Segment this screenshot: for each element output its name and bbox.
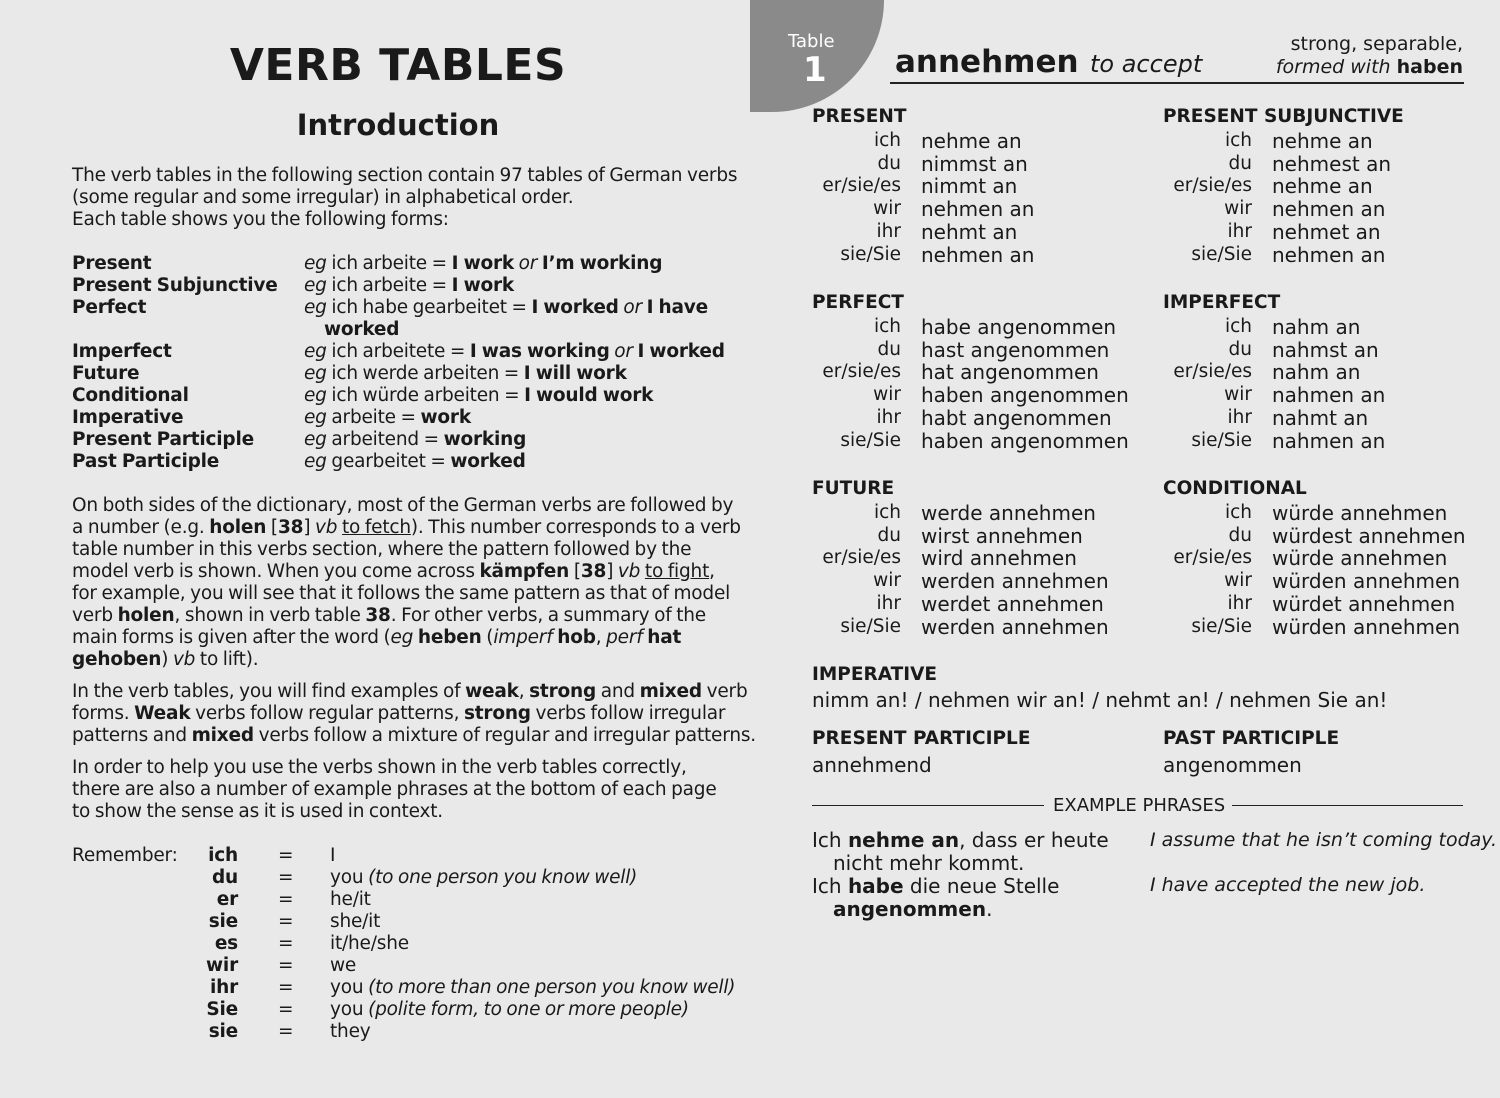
conjugated-form: haben angenommen	[921, 383, 1129, 408]
past-participle: angenommen	[1163, 753, 1302, 777]
conjugation-pronoun: du	[877, 524, 901, 546]
conjugation-pronoun: du	[877, 338, 901, 360]
form-example: eg ich arbeite = I work or I’m working	[304, 253, 663, 274]
example-german: Ich habe die neue Stelle	[812, 874, 1060, 898]
example-english: I have accepted the new job.	[1150, 874, 1426, 896]
conjugation-pronoun: sie/Sie	[1191, 429, 1252, 451]
equals-sign: =	[278, 1021, 294, 1042]
conjugated-form: nehme an	[921, 129, 1022, 153]
form-name: Conditional	[72, 385, 189, 406]
example-rule-right	[1232, 805, 1463, 806]
present-participle-heading: PRESENT PARTICIPLE	[812, 728, 1031, 749]
conjugation-pronoun: sie/Sie	[840, 615, 901, 637]
conjugated-form: habt angenommen	[921, 405, 1112, 430]
tense-heading: PRESENT	[812, 106, 907, 127]
form-name: Perfect	[72, 297, 147, 318]
pronoun-translation: we	[330, 955, 357, 976]
conjugation-pronoun: ich	[873, 502, 901, 523]
conjugation-pronoun: wir	[873, 384, 901, 406]
example-rule-left	[812, 805, 1044, 806]
conjugated-form: nahmen an	[1272, 383, 1386, 408]
conjugated-form: werden annehmen	[921, 569, 1109, 594]
form-example: eg gearbeitet = worked	[304, 451, 526, 472]
paragraph-line: there are also a number of example phrases at the bottom of each page	[72, 779, 717, 800]
tense-heading: CONDITIONAL	[1163, 478, 1307, 499]
form-name: Imperfect	[72, 341, 172, 362]
conjugation-pronoun: ihr	[876, 406, 901, 428]
pronoun: wir	[206, 955, 238, 976]
verb-translation: to accept	[1090, 50, 1203, 78]
conjugated-form: würden annehmen	[1272, 569, 1460, 594]
conjugated-form: nimmt an	[921, 174, 1018, 199]
form-example: eg ich werde arbeiten = I will work	[304, 363, 627, 384]
conjugated-form: nahm an	[1272, 360, 1361, 385]
conjugated-form: habe angenommen	[921, 315, 1117, 339]
conjugation-pronoun: du	[1228, 152, 1252, 174]
form-example: eg arbeite = work	[304, 407, 471, 428]
example-german-continued: nicht mehr kommt.	[833, 851, 1025, 875]
equals-sign: =	[278, 999, 294, 1020]
table-tab-label: Table	[788, 31, 835, 52]
pronoun-translation: you (to more than one person you know well)	[330, 977, 736, 998]
equals-sign: =	[278, 889, 294, 910]
form-name: Past Participle	[72, 451, 220, 472]
paragraph-line: to show the sense as it is used in context.	[72, 801, 443, 822]
conjugated-form: würden annehmen	[1272, 614, 1460, 639]
conjugated-form: hast angenommen	[921, 337, 1110, 362]
pronoun-translation: you (to one person you know well)	[330, 867, 638, 888]
example-german-continued: angenommen.	[833, 897, 993, 921]
pronoun-translation: they	[330, 1021, 371, 1042]
conjugation-pronoun: du	[877, 152, 901, 174]
equals-sign: =	[278, 911, 294, 932]
paragraph-line: patterns and mixed verbs follow a mixture of regular and irregular patterns.	[72, 725, 756, 746]
conjugation-pronoun: ihr	[876, 592, 901, 614]
conjugated-form: nehmen an	[1272, 242, 1386, 267]
conjugated-form: nehmet an	[1272, 219, 1381, 244]
pronoun-translation: he/it	[330, 889, 371, 910]
conjugation-pronoun: er/sie/es	[822, 547, 901, 569]
conjugation-pronoun: ich	[1224, 502, 1252, 523]
imperative-forms: nimm an! / nehmen wir an! / nehmt an! / nehmen Sie an!	[812, 688, 1388, 712]
pronoun: Sie	[206, 999, 238, 1020]
conjugation-pronoun: sie/Sie	[840, 243, 901, 265]
equals-sign: =	[278, 933, 294, 954]
present-participle: annehmend	[812, 753, 932, 777]
conjugated-form: nahmst an	[1272, 337, 1379, 362]
conjugation-pronoun: wir	[873, 198, 901, 220]
pronoun: sie	[208, 911, 238, 932]
form-example: eg ich arbeite = I work	[304, 275, 514, 296]
conjugation-pronoun: ihr	[1227, 406, 1252, 428]
conjugation-pronoun: sie/Sie	[1191, 243, 1252, 265]
conjugated-form: nehmen an	[921, 197, 1035, 222]
equals-sign: =	[278, 867, 294, 888]
pronoun-translation: it/he/she	[330, 933, 409, 954]
conjugated-form: hat angenommen	[921, 360, 1099, 385]
intro-line: The verb tables in the following section contain 97 tables of German verbs	[72, 165, 738, 186]
conjugated-form: nehmen an	[1272, 197, 1386, 222]
conjugation-pronoun: er/sie/es	[1173, 175, 1252, 197]
form-example: eg ich habe gearbeitet = I worked or I have	[304, 297, 709, 318]
paragraph-line: model verb is shown. When you come across kämpfen [38] vb to fight,	[72, 561, 715, 582]
conjugated-form: würdest annehmen	[1272, 523, 1466, 548]
conjugated-form: wirst annehmen	[921, 523, 1083, 548]
conjugated-form: nehme an	[1272, 174, 1373, 199]
form-name: Present Subjunctive	[72, 275, 278, 296]
pronoun-translation: I	[330, 845, 336, 866]
form-name: Present Participle	[72, 429, 254, 450]
paragraph-line: main forms is given after the word (eg heben (imperf hob, perf hat	[72, 627, 682, 648]
page-title: VERB TABLES	[229, 40, 567, 91]
form-name: Future	[72, 363, 140, 384]
imperative-heading: IMPERATIVE	[812, 664, 938, 685]
conjugation-pronoun: du	[1228, 524, 1252, 546]
conjugation-pronoun: ich	[873, 130, 901, 151]
example-phrases-heading: EXAMPLE PHRASES	[1053, 795, 1226, 816]
conjugated-form: nehmest an	[1272, 151, 1391, 176]
pronoun: ihr	[209, 977, 238, 998]
conjugation-pronoun: sie/Sie	[1191, 615, 1252, 637]
example-german: Ich nehme an, dass er heute	[812, 828, 1109, 852]
paragraph-line: table number in this verbs section, where the pattern followed by the	[72, 539, 692, 560]
conjugated-form: werde annehmen	[921, 501, 1096, 525]
conjugation-pronoun: wir	[873, 570, 901, 592]
conjugation-pronoun: wir	[1224, 384, 1252, 406]
conjugation-pronoun: er/sie/es	[822, 361, 901, 383]
conjugated-form: nimmst an	[921, 151, 1028, 176]
conjugation-pronoun: ich	[1224, 316, 1252, 337]
conjugation-pronoun: er/sie/es	[1173, 361, 1252, 383]
conjugated-form: werdet annehmen	[921, 591, 1104, 616]
form-name: Present	[72, 253, 152, 274]
paragraph-line: gehoben) vb to lift).	[72, 649, 259, 670]
conjugated-form: nahm an	[1272, 315, 1361, 339]
paragraph-line: for example, you will see that it follows the same pattern as that of model	[72, 583, 731, 604]
conjugation-pronoun: ihr	[876, 220, 901, 242]
conjugated-form: werden annehmen	[921, 614, 1109, 639]
pronoun-translation: she/it	[330, 911, 381, 932]
equals-sign: =	[278, 977, 294, 998]
intro-line: Each table shows you the following forms:	[72, 209, 449, 230]
verb-auxiliary: formed with haben	[1275, 56, 1463, 78]
conjugated-form: würde annehmen	[1272, 546, 1448, 571]
conjugated-form: wird annehmen	[921, 546, 1077, 571]
paragraph-line: In the verb tables, you will find examples of weak, strong and mixed verb	[72, 681, 748, 702]
tense-heading: PRESENT SUBJUNCTIVE	[1163, 106, 1404, 127]
remember-label: Remember:	[72, 845, 178, 866]
conjugated-form: nehmen an	[921, 242, 1035, 267]
conjugated-form: haben angenommen	[921, 428, 1129, 453]
pronoun: es	[214, 933, 238, 954]
pronoun: er	[216, 889, 238, 910]
pronoun: du	[211, 867, 238, 888]
form-name: Imperative	[72, 407, 184, 428]
paragraph-line: forms. Weak verbs follow regular patterns, strong verbs follow irregular	[72, 703, 726, 724]
pronoun-translation: you (polite form, to one or more people)	[330, 999, 689, 1020]
form-example: eg arbeitend = working	[304, 429, 527, 450]
past-participle-heading: PAST PARTICIPLE	[1163, 728, 1340, 749]
conjugation-pronoun: sie/Sie	[840, 429, 901, 451]
conjugation-pronoun: wir	[1224, 198, 1252, 220]
pronoun: ich	[208, 845, 238, 866]
paragraph-line: In order to help you use the verbs shown in the verb tables correctly,	[72, 757, 687, 778]
conjugated-form: würdet annehmen	[1272, 591, 1456, 616]
paragraph-line: a number (e.g. holen [38] vb to fetch). This number corresponds to a verb	[72, 517, 741, 538]
equals-sign: =	[278, 955, 294, 976]
conjugation-pronoun: ich	[1224, 130, 1252, 151]
form-example: eg ich arbeitete = I was working or I worked	[304, 341, 725, 362]
conjugated-form: würde annehmen	[1272, 501, 1448, 525]
conjugation-pronoun: du	[1228, 338, 1252, 360]
form-example: worked	[324, 319, 400, 340]
pronoun: sie	[208, 1021, 238, 1042]
conjugation-pronoun: ihr	[1227, 592, 1252, 614]
equals-sign: =	[278, 845, 294, 866]
paragraph-line: verb holen, shown in verb table 38. For other verbs, a summary of the	[72, 605, 706, 626]
tense-heading: IMPERFECT	[1163, 292, 1281, 313]
conjugated-form: nehmt an	[921, 219, 1018, 244]
conjugated-form: nahmt an	[1272, 405, 1369, 430]
table-tab-number: 1	[803, 50, 827, 90]
conjugation-pronoun: er/sie/es	[822, 175, 901, 197]
conjugation-pronoun: er/sie/es	[1173, 547, 1252, 569]
form-example: eg ich würde arbeiten = I would work	[304, 385, 654, 406]
conjugation-pronoun: wir	[1224, 570, 1252, 592]
intro-line: (some regular and some irregular) in alphabetical order.	[72, 187, 574, 208]
verb-headword: annehmen	[895, 44, 1079, 80]
tense-heading: FUTURE	[812, 478, 895, 499]
paragraph-line: On both sides of the dictionary, most of the German verbs are followed by	[72, 495, 734, 516]
conjugated-form: nahmen an	[1272, 428, 1386, 453]
verb-type: strong, separable,	[1290, 33, 1463, 55]
conjugated-form: nehme an	[1272, 129, 1373, 153]
header-rule	[890, 82, 1464, 84]
section-title: Introduction	[296, 108, 500, 142]
conjugation-pronoun: ich	[873, 316, 901, 337]
tense-heading: PERFECT	[812, 292, 904, 313]
conjugation-pronoun: ihr	[1227, 220, 1252, 242]
example-english: I assume that he isn’t coming today.	[1150, 829, 1498, 851]
